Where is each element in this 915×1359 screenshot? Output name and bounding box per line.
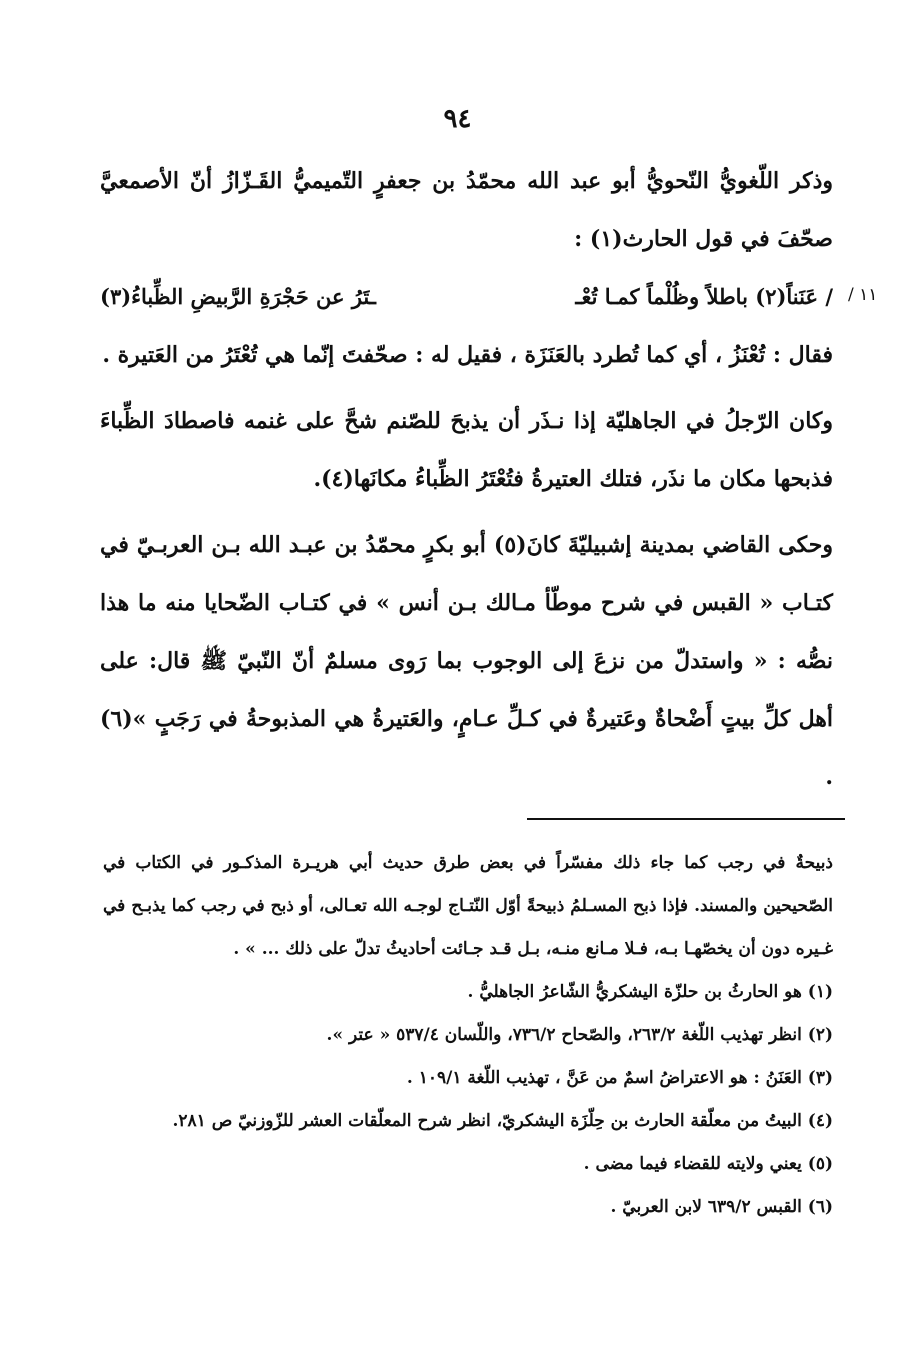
footnote-4: (٤) البيتُ من معلّقة الحارث بن حِلّزَة اليشكريّ، انظر شرح المعلّقات العشر للزّوزنيّ ص ٢٨١.	[172, 1111, 833, 1131]
poetry-verse	[100, 268, 833, 326]
paragraph-4: وحكى القاضي بمدينة إشبيليّةَ كانَ(٥) أبو بكرٍ محمّدُ بن عبـد الله بـن العربـيّ في كتـاب « القبس في شرح موطّأ مـالك بـن أنس » في كتـاب الضّحايا منه ما هذا نصُّه : « واستدلّ من نزعَ إلى الوجوب بما رَوى مسلمٌ أنّ النّبيّ ﷺ قال: على أهل كلِّ بيتٍ أَضْحاةٌ وعَتيرةٌ في كـلِّ عـامٍ، والعَتيرةُ هي المذبوحةُ في رَجَبٍ »(٦) .	[100, 532, 833, 790]
footnote-6: (٦) القبس ٦٣٩/٢ لابن العربيّ .	[610, 1197, 833, 1217]
page-number: ٩٤	[443, 104, 472, 134]
footnotes	[103, 842, 833, 1229]
verse-first-hemistich: / عَنَناً(٢) باطلاً وظُلْماً كمـا تُعْـ	[575, 284, 833, 309]
footnote-5: (٥) يعني ولايته للقضاء فيما مضى .	[583, 1154, 833, 1174]
verse-second-hemistich: ـتَرُ عن حَجْرَةِ الرَّبيضِ الظِّباءُ(٣)	[100, 284, 376, 309]
main-text	[100, 152, 833, 806]
footnote-1: (١) هو الحارثُ بن حلزّة اليشكريُّ الشّاعرُ الجاهليُّ .	[467, 982, 833, 1002]
paragraph-1: وذكر اللّغويُّ النّحويُّ أبو عبد الله محمّدُ بن جعفرٍ التّميميُّ القَـزّازُ أنّ الأصمعيَّ صحّفَ في قول الحارث(١) :	[100, 168, 833, 252]
footnote-continuation: ذبيحةٌ في رجب كما جاء ذلك مفسّراً في بعض طرق حديث أبي هريـرة المذكـور في الكتاب في الصّحيحين والمسند. فإذا ذبح المسـلمُ ذبيحةً أوّل النّتـاج لوجـه الله تعـالى، أو ذبح في رجب كما يذبـح في غـيره دون أن يخصّهـا بـه، فـلا مـانع منـه، بـل قـد جـائت أحاديثُ تدلّ على ذلك ... » .	[103, 853, 833, 959]
footnote-separator	[527, 818, 845, 820]
paragraph-2: فقال : تُعْنَزُ ، أي كما تُطرد بالعَنَزَة ، فقيل له : صحّفتَ إنّما هي تُعْتَرُ من العَتيرة .	[102, 342, 833, 368]
paragraph-3: وكان الرّجلُ في الجاهليّة إذا نـذَر أن يذبحَ للصّنم شحَّ على غنمه فاصطادَ الظِّباءَ فذبحها مكان ما نذَر، فتلك العتيرةُ فتُعْتَرُ الظِّباءُ مكانَها(٤).	[100, 408, 833, 492]
margin-page-reference: / ١١	[848, 285, 878, 305]
footnote-2: (٢) انظر تهذيب اللّغة ٢٦٣/٢، والصّحاح ٧٣٦/٢، واللّسان ٥٣٧/٤ « عتر ».	[326, 1025, 833, 1045]
footnote-3: (٣) العَنَنُ : هو الاعتراضُ اسمٌ من عَنَّ ، تهذيب اللّغة ١٠٩/١ .	[406, 1068, 833, 1088]
